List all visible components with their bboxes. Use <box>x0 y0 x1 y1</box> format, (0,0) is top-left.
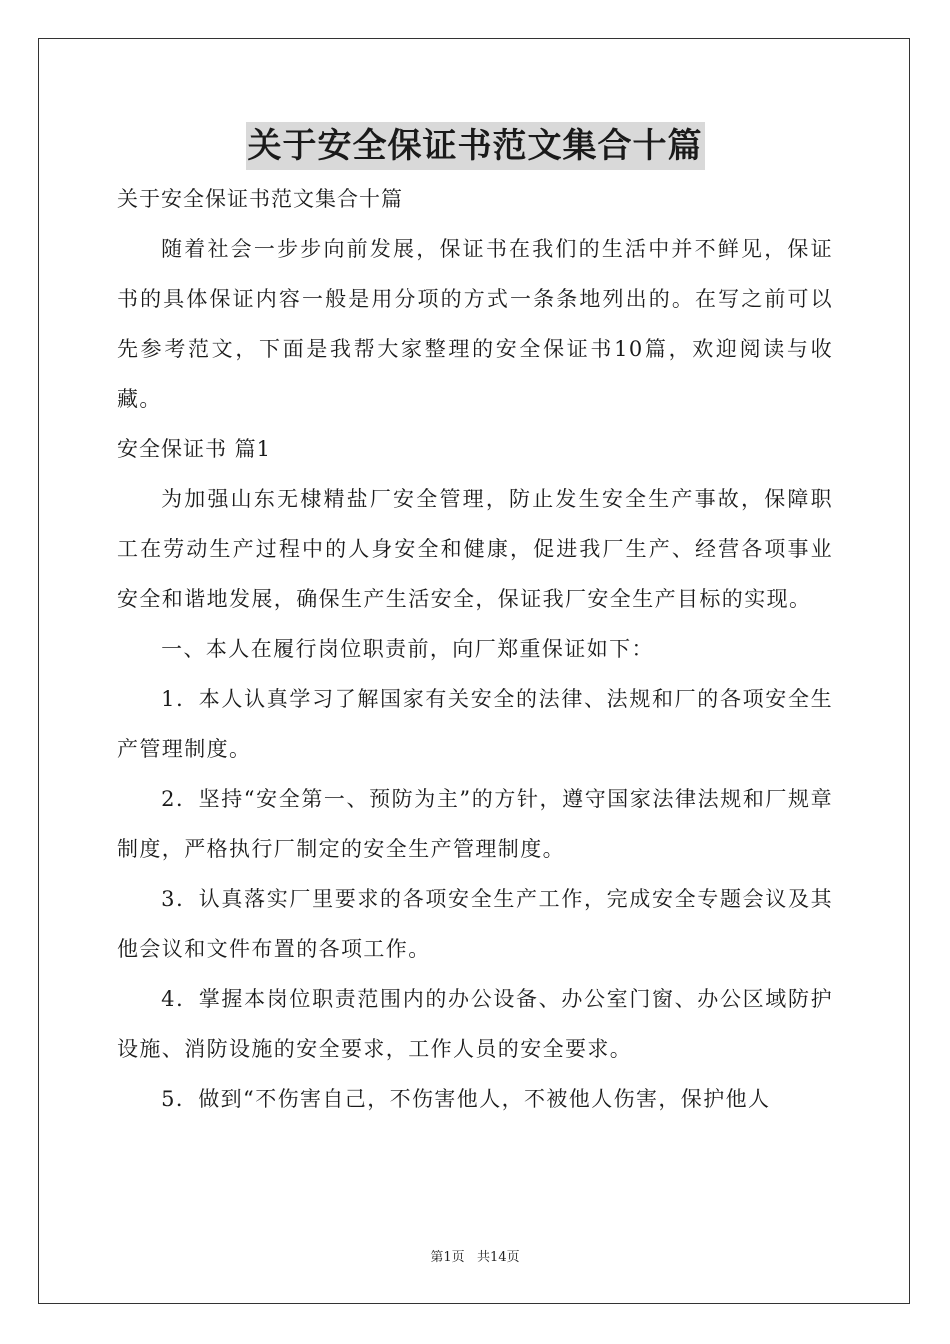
page-number-footer: 第1页 共14页 <box>430 1250 520 1265</box>
list-item-paragraph: 2．坚持“安全第一、预防为主”的方针，遵守国家法律法规和厂规章制度，严格执行厂制定的安全生产管理制度。 <box>117 787 833 861</box>
subtitle-paragraph: 关于安全保证书范文集合十篇 <box>117 187 403 211</box>
document-title <box>0 122 950 176</box>
body-paragraph: 一、本人在履行岗位职责前，向厂郑重保证如下： <box>161 637 654 661</box>
list-item-paragraph: 5．做到“不伤害自己，不伤害他人，不被他人伤害，保护他人 <box>161 1087 771 1111</box>
document-body <box>117 174 833 1124</box>
intro-paragraph: 随着社会一步步向前发展，保证书在我们的生活中并不鲜见，保证书的具体保证内容一般是用分项的方式一条条地列出的。在写之前可以先参考范文，下面是我帮大家整理的安全保证书10篇，欢迎阅读与收藏。 <box>117 237 833 411</box>
list-item-paragraph: 4．掌握本岗位职责范围内的办公设备、办公室门窗、办公区域防护设施、消防设施的安全要求，工作人员的安全要求。 <box>117 987 833 1061</box>
document-title-text: 关于安全保证书范文集合十篇 <box>246 122 705 170</box>
list-item-paragraph: 1．本人认真学习了解国家有关安全的法律、法规和厂的各项安全生产管理制度。 <box>117 687 833 761</box>
list-item-paragraph: 3．认真落实厂里要求的各项安全生产工作，完成安全专题会议及其他会议和文件布置的各项工作。 <box>117 887 833 961</box>
section-heading: 安全保证书 篇1 <box>117 437 272 461</box>
body-paragraph: 为加强山东无棣精盐厂安全管理，防止发生安全生产事故，保障职工在劳动生产过程中的人身安全和健康，促进我厂生产、经营各项事业安全和谐地发展，确保生产生活安全，保证我厂安全生产目标的实现。 <box>117 487 833 611</box>
